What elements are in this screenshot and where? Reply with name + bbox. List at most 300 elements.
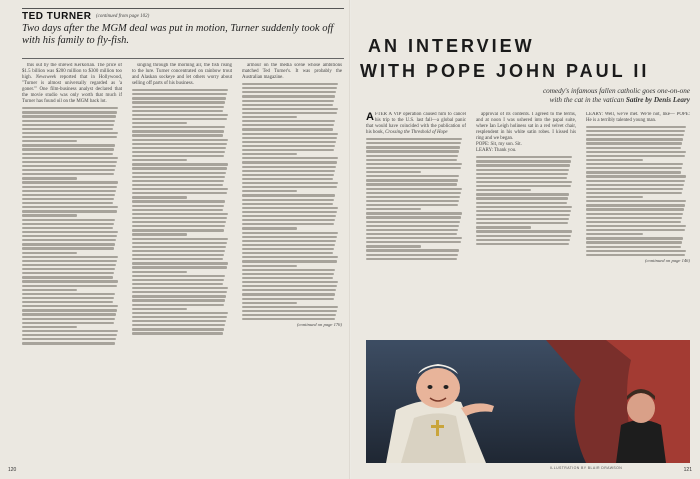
text-line <box>476 173 568 175</box>
text-line <box>242 157 338 159</box>
text-line <box>242 285 337 287</box>
left-column-3 <box>242 63 342 461</box>
article-title-line-1: AN INTERVIEW <box>368 36 535 56</box>
text-line <box>132 275 225 277</box>
text-line <box>22 297 114 299</box>
col2-paragraph: approval of its contents. I agreed to the terms, and at noon I was ushered into the papal suite, where Ian Leigh holiness sat in a red velvet chair, resplendent in his white satin robes. I kissed his ring and we began. <box>476 112 576 142</box>
text-line <box>586 126 686 128</box>
column-name: TED TURNER <box>22 11 92 22</box>
text-line <box>586 184 684 186</box>
article-title-line-2: WITH POPE JOHN PAUL II <box>360 61 650 81</box>
text-line <box>366 167 461 169</box>
text-line <box>22 309 117 311</box>
text-line <box>132 118 227 120</box>
text-line <box>22 132 118 134</box>
text-line <box>366 138 462 140</box>
text-line <box>132 254 224 256</box>
text-line <box>22 198 114 200</box>
deck-line-1: comedy's infamous fallen catholic goes one-on-one <box>542 87 690 95</box>
text-line <box>22 210 117 212</box>
text-line <box>132 312 228 314</box>
text-line <box>242 87 337 89</box>
text-line <box>22 293 115 295</box>
text-line <box>366 233 457 235</box>
text-line <box>22 268 115 270</box>
text-line <box>242 108 338 110</box>
text-line <box>132 126 225 128</box>
drop-cap: A <box>366 112 374 123</box>
text-line <box>242 153 297 155</box>
text-line <box>22 177 77 179</box>
text-line <box>586 163 683 165</box>
text-line <box>242 166 336 168</box>
text-line <box>132 130 224 132</box>
text-line <box>22 169 115 171</box>
text-line <box>22 280 118 282</box>
text-line <box>586 192 682 194</box>
text-line <box>476 202 567 204</box>
text-line <box>242 174 334 176</box>
continued-note: (continued from page 102) <box>96 14 150 19</box>
text-line <box>586 175 686 177</box>
text-line <box>366 146 460 148</box>
text-line <box>132 213 228 215</box>
text-line <box>22 256 118 258</box>
text-line <box>132 316 227 318</box>
text-line <box>242 289 336 291</box>
text-line <box>132 246 226 248</box>
text-line <box>366 229 458 231</box>
text-line <box>242 269 335 271</box>
text-line <box>22 157 118 159</box>
text-line <box>476 222 568 224</box>
col1-paragraph: AFTER A VIP operation caused him to cancel his trip to the U.S. last fall—a global panic that would have coincided with the publication of his book, Crossing the Threshold of Hope <box>366 112 466 136</box>
text-line <box>22 231 118 233</box>
text-line <box>22 219 115 221</box>
text-line <box>586 250 686 252</box>
text-line <box>366 208 421 210</box>
text-line <box>366 245 421 247</box>
text-line <box>132 250 225 252</box>
column-body-text <box>586 126 690 256</box>
text-line <box>22 173 114 175</box>
text-line <box>22 301 113 303</box>
text-line <box>476 206 572 208</box>
text-line <box>586 237 683 239</box>
left-deck: Two days after the MGM deal was put in motion, Turner suddenly took off with his family to fly-fish. <box>22 23 334 46</box>
text-line <box>242 141 336 143</box>
text-line <box>476 197 568 199</box>
text-line <box>586 217 682 219</box>
text-line <box>242 306 338 308</box>
text-line <box>366 237 462 239</box>
text-line <box>242 248 334 250</box>
text-line <box>476 177 567 179</box>
text-line <box>586 180 685 182</box>
text-line <box>242 223 334 225</box>
text-line <box>476 218 569 220</box>
col2-paragraph: singing through the morning air, the fish rising to the lure. Turner concentrated on rainbow trout and Alaskan sockeye and let others worry about selling off parts of his business. <box>132 63 232 87</box>
text-line <box>132 283 223 285</box>
text-line <box>476 230 572 232</box>
illustration-image <box>366 340 690 463</box>
deck-line-2: with the cat in the vatican <box>549 96 625 104</box>
text-line <box>22 285 117 287</box>
continued-on-page: (continued on page 146) <box>644 257 690 263</box>
text-line <box>586 233 643 235</box>
text-line <box>22 161 117 163</box>
text-line <box>242 83 338 85</box>
text-line <box>586 208 684 210</box>
text-line <box>22 272 114 274</box>
text-line <box>476 156 572 158</box>
text-line <box>242 133 338 135</box>
text-line <box>132 238 228 240</box>
text-line <box>586 241 682 243</box>
text-line <box>22 111 117 113</box>
right-column-1 <box>366 112 466 336</box>
text-line <box>132 143 227 145</box>
text-line <box>132 97 226 99</box>
text-line <box>22 326 77 328</box>
text-line <box>22 107 118 109</box>
text-line <box>22 252 77 254</box>
text-line <box>242 207 338 209</box>
text-line <box>476 169 569 171</box>
text-line <box>132 89 228 91</box>
text-line <box>366 142 461 144</box>
text-line <box>476 214 570 216</box>
text-line <box>366 221 460 223</box>
column-body-text <box>132 89 232 335</box>
text-line <box>22 313 116 315</box>
text-line <box>242 281 338 283</box>
text-line <box>242 194 335 196</box>
page-number-right: 121 <box>683 467 692 473</box>
text-line <box>132 271 187 273</box>
text-line <box>242 240 336 242</box>
text-line <box>22 181 118 183</box>
text-line <box>242 112 337 114</box>
text-line <box>366 163 462 165</box>
text-line <box>132 262 228 264</box>
text-line <box>22 206 118 208</box>
text-line <box>586 196 643 198</box>
text-line <box>366 155 458 157</box>
text-line <box>586 151 686 153</box>
text-line <box>366 188 462 190</box>
text-line <box>366 216 461 218</box>
right-deck <box>420 87 690 105</box>
continued-on-page: (continued on page 176) <box>296 322 342 328</box>
text-line <box>22 289 77 291</box>
text-line <box>22 115 116 117</box>
text-line <box>242 149 334 151</box>
text-line <box>22 318 115 320</box>
text-line <box>242 260 337 262</box>
text-line <box>22 264 116 266</box>
text-line <box>366 254 458 256</box>
text-line <box>22 243 115 245</box>
interview-line: LEARY: Well, we've met. We're not, like— POPE: He is a terribly talented young man. <box>586 112 690 124</box>
left-column-1 <box>22 63 122 461</box>
text-line <box>22 128 113 130</box>
column-body-text <box>242 83 342 320</box>
text-line <box>22 136 117 138</box>
text-line <box>586 138 683 140</box>
text-line <box>132 139 228 141</box>
text-line <box>242 182 338 184</box>
text-line <box>242 252 333 254</box>
text-line <box>132 287 228 289</box>
text-line <box>476 210 571 212</box>
text-line <box>366 150 459 152</box>
text-line <box>132 151 225 153</box>
text-line <box>476 243 569 245</box>
text-line <box>476 235 571 237</box>
text-line <box>22 239 116 241</box>
text-line <box>242 302 297 304</box>
text-line <box>132 291 227 293</box>
text-line <box>366 200 459 202</box>
text-line <box>132 320 226 322</box>
text-line <box>586 204 685 206</box>
text-line <box>586 213 683 215</box>
deck-rule <box>22 58 344 59</box>
page-number-left: 120 <box>8 467 17 473</box>
text-line <box>242 293 335 295</box>
text-line <box>242 219 335 221</box>
text-line <box>242 128 333 130</box>
text-line <box>242 215 336 217</box>
text-line <box>242 116 297 118</box>
text-line <box>132 163 228 165</box>
text-line <box>476 189 531 191</box>
text-line <box>132 184 223 186</box>
text-line <box>22 148 114 150</box>
text-line <box>132 114 228 116</box>
text-line <box>22 202 113 204</box>
text-line <box>132 167 227 169</box>
text-line <box>242 298 334 300</box>
text-line <box>366 241 461 243</box>
column-header <box>22 8 344 21</box>
column-body-text <box>366 138 466 260</box>
text-line <box>242 265 297 267</box>
text-line <box>132 299 225 301</box>
text-line <box>586 254 685 256</box>
text-line <box>132 188 228 190</box>
text-line <box>132 155 224 157</box>
text-line <box>366 212 462 214</box>
gutter <box>349 0 351 479</box>
text-line <box>22 260 117 262</box>
col3-paragraph: armour on the media scene whose ambitions matched Ted Turner's. It was probably the Australian magazine. <box>242 63 342 81</box>
text-line <box>242 104 333 106</box>
text-line <box>242 186 337 188</box>
text-line <box>22 165 116 167</box>
text-line <box>22 153 113 155</box>
text-line <box>22 330 118 332</box>
text-line <box>242 227 297 229</box>
text-line <box>586 130 685 132</box>
text-line <box>366 204 458 206</box>
text-line <box>586 171 681 173</box>
text-line <box>132 110 223 112</box>
text-line <box>366 179 458 181</box>
text-line <box>586 159 643 161</box>
text-line <box>242 314 336 316</box>
text-line <box>132 229 224 231</box>
text-line <box>366 258 457 260</box>
text-line <box>132 180 224 182</box>
column-body-text <box>476 156 576 245</box>
pope-illustration <box>366 340 690 463</box>
text-line <box>132 266 227 268</box>
text-line <box>132 308 187 310</box>
text-line <box>242 310 337 312</box>
text-line <box>586 155 685 157</box>
text-line <box>586 147 681 149</box>
text-line <box>132 196 187 198</box>
text-line <box>242 236 337 238</box>
text-line <box>22 124 114 126</box>
left-column-2 <box>132 63 232 461</box>
text-line <box>22 214 77 216</box>
text-line <box>366 192 461 194</box>
text-line <box>132 233 187 235</box>
text-line <box>132 93 227 95</box>
interview-line: LEARY: Thank you. <box>476 148 517 154</box>
text-line <box>476 160 571 162</box>
text-line <box>586 246 681 248</box>
text-line <box>132 200 225 202</box>
running-head <box>2 18 12 78</box>
text-line <box>476 239 570 241</box>
text-line <box>132 101 225 103</box>
text-line <box>132 192 227 194</box>
interview-line: POPE: Sit, my son. Sit. <box>476 142 522 148</box>
text-line <box>366 183 457 185</box>
text-line <box>476 164 570 166</box>
text-line <box>242 161 337 163</box>
text-line <box>242 170 335 172</box>
text-line <box>242 203 333 205</box>
column-body-text <box>22 107 122 344</box>
text-line <box>242 137 337 139</box>
text-line <box>132 134 223 136</box>
text-line <box>22 227 113 229</box>
text-line <box>132 147 226 149</box>
text-line <box>366 249 459 251</box>
text-line <box>242 256 338 258</box>
text-line <box>476 185 571 187</box>
text-line <box>132 159 187 161</box>
text-line <box>242 95 335 97</box>
text-line <box>366 171 421 173</box>
text-line <box>22 190 116 192</box>
text-line <box>586 167 682 169</box>
text-line <box>242 178 333 180</box>
text-line <box>22 247 114 249</box>
text-line <box>132 258 223 260</box>
text-line <box>22 334 117 336</box>
text-line <box>22 120 115 122</box>
text-line <box>22 186 117 188</box>
text-line <box>586 134 684 136</box>
text-line <box>22 223 114 225</box>
right-column-2 <box>476 112 576 336</box>
text-line <box>586 200 686 202</box>
text-line <box>242 277 333 279</box>
text-line <box>242 273 334 275</box>
text-line <box>132 304 224 306</box>
text-line <box>366 159 457 161</box>
illustration-credit: ILLUSTRATION BY BLAIR DRAWSON <box>550 466 623 470</box>
text-line <box>22 140 77 142</box>
text-line <box>132 328 224 330</box>
byline: Satire by Denis Leary <box>625 96 690 104</box>
text-line <box>366 225 459 227</box>
text-line <box>242 318 335 320</box>
text-line <box>22 194 115 196</box>
text-line <box>132 176 225 178</box>
text-line <box>132 172 226 174</box>
newsweek-source: Newsweek <box>35 75 57 81</box>
text-line <box>242 124 334 126</box>
text-line <box>22 322 114 324</box>
text-line <box>132 209 223 211</box>
text-line <box>242 211 337 213</box>
text-line <box>22 235 117 237</box>
text-line <box>242 100 334 102</box>
text-line <box>242 91 336 93</box>
text-line <box>586 188 683 190</box>
right-column-3 <box>586 112 690 336</box>
text-line <box>242 145 335 147</box>
text-line <box>242 244 335 246</box>
text-line <box>242 232 338 234</box>
text-line <box>132 106 224 108</box>
text-line <box>132 324 225 326</box>
text-line <box>586 221 681 223</box>
col1-paragraph: this out by the shrewd Kerkorian. The price of $1.5 billion was $200 million to $300 million too high. Newsweek reported that in Hollywood, "Turner is almost universally regarded as 'a goner.'" One film-business analyst declared that the movie studio was only worth that much if Turner has found oil on the MGM back lot. <box>22 63 122 105</box>
text-line <box>132 332 223 334</box>
text-line <box>476 226 531 228</box>
text-line <box>132 242 227 244</box>
text-line <box>22 144 115 146</box>
text-line <box>366 175 459 177</box>
text-line <box>132 279 224 281</box>
text-line <box>132 122 187 124</box>
text-line <box>22 338 116 340</box>
text-line <box>132 205 224 207</box>
text-line <box>242 199 334 201</box>
text-line <box>242 190 297 192</box>
text-line <box>476 181 572 183</box>
text-line <box>366 196 460 198</box>
text-line <box>586 225 686 227</box>
text-line <box>132 225 225 227</box>
text-line <box>586 142 682 144</box>
text-line <box>476 193 569 195</box>
text-line <box>132 295 226 297</box>
text-line <box>22 342 115 344</box>
text-line <box>22 305 118 307</box>
text-line <box>132 221 226 223</box>
text-line <box>586 229 685 231</box>
book-title: Crossing the Threshold of Hope <box>385 130 448 136</box>
